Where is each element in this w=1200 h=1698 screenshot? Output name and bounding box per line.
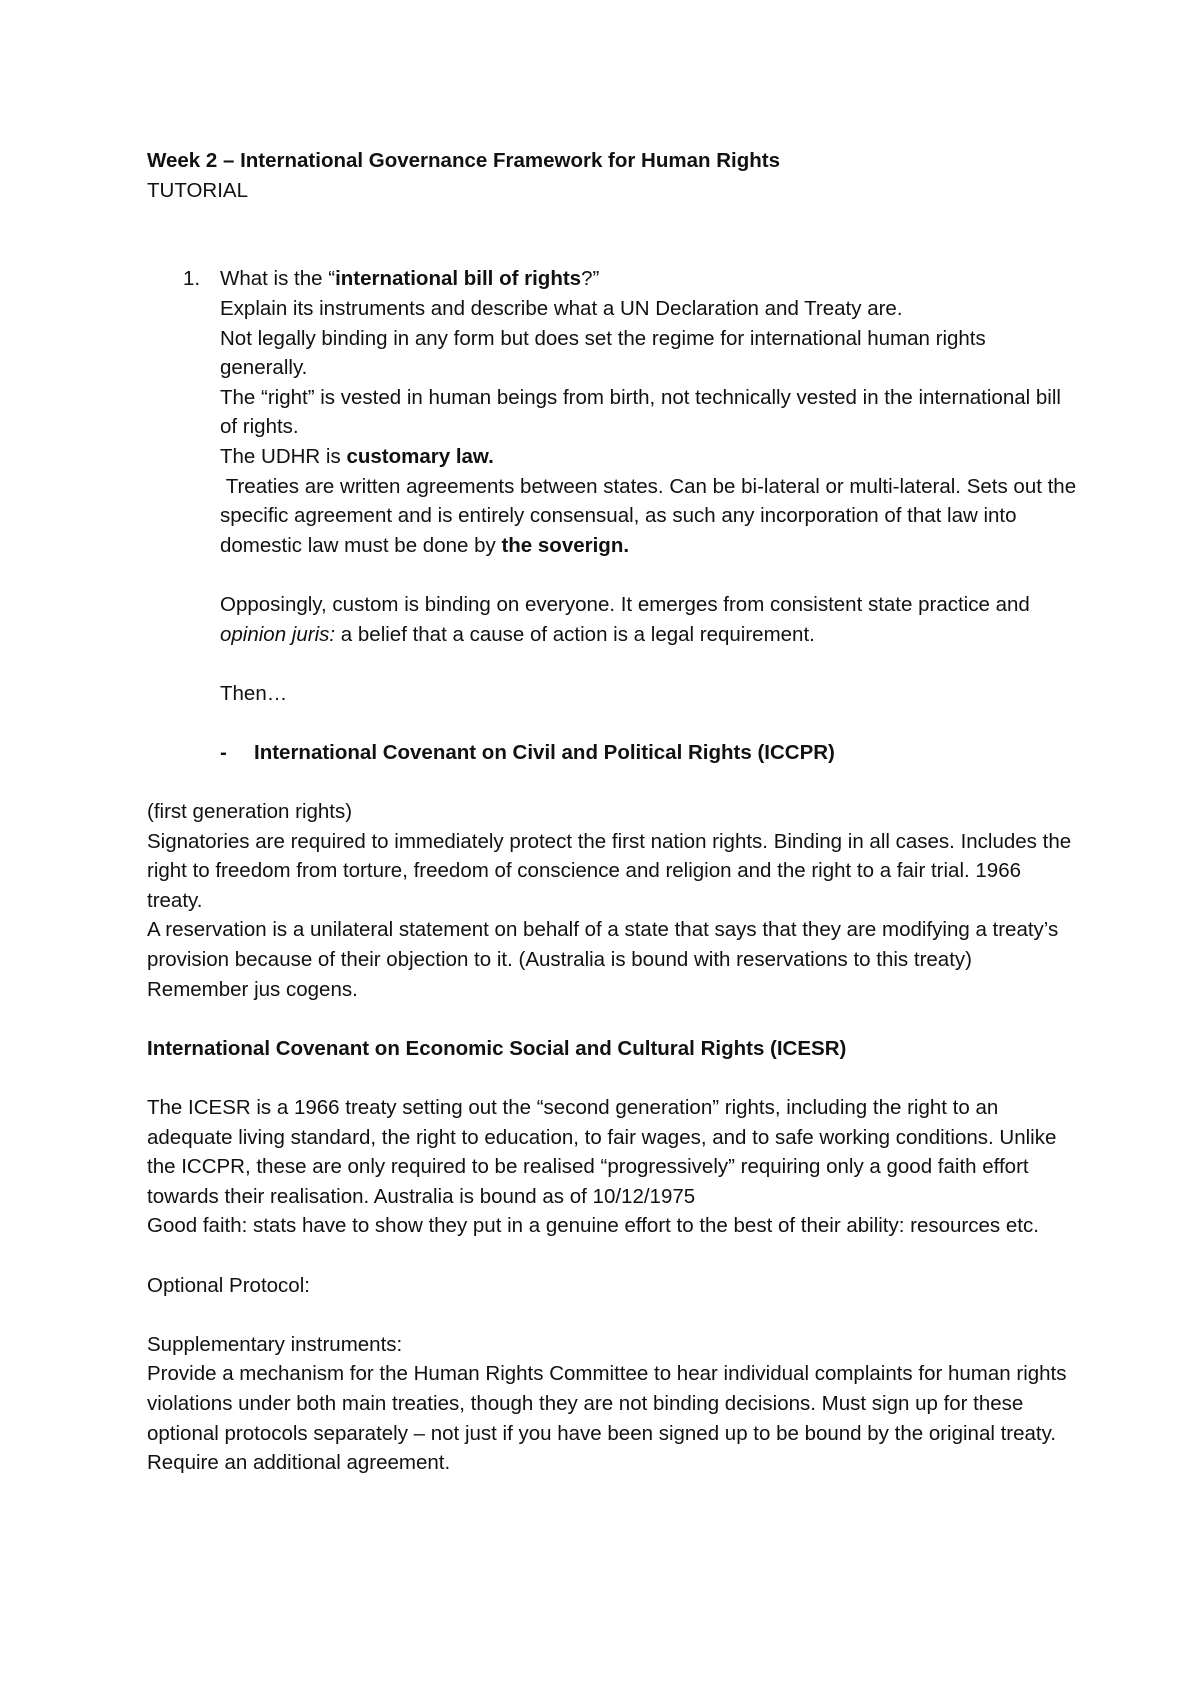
answer-line: Opposingly, custom is binding on everyone. It emerges from consistent state practice and opinion juris: a belief that a cause of action is a legal requirement. xyxy=(220,592,1030,646)
paragraph: A reservation is a unilateral statement on behalf of a state that says that they are modifying a treaty’s provision because of their objection to it. (Australia is bound with reservations to this treaty) xyxy=(147,918,1059,972)
answer-line: Then… xyxy=(220,681,288,705)
iccpr-heading-item xyxy=(147,738,1077,768)
paragraph: Provide a mechanism for the Human Rights Committee to hear individual complaints for human rights violations under both main treaties, though they are not binding decisions. Must sign up for these optional protocols separately – not just if you have been signed up to be bound by the original treaty. Require an additional agreement. xyxy=(147,1362,1067,1475)
subheading: Supplementary instruments: xyxy=(147,1332,403,1356)
answer-line: The UDHR is customary law. xyxy=(220,444,494,468)
question-1 xyxy=(147,264,1082,708)
document-body xyxy=(147,146,1082,1478)
answer-line: Treaties are written agreements between states. Can be bi-lateral or multi-lateral. Sets out the specific agreement and is entirely consensual, as such any incorporation of that law into domestic law must be done by the soverign. xyxy=(220,474,1082,557)
section-heading: International Covenant on Economic Social and Cultural Rights (ICESR) xyxy=(147,1036,847,1060)
document-title: Week 2 – International Governance Framework for Human Rights xyxy=(147,149,781,172)
section-heading: Optional Protocol: xyxy=(147,1273,310,1297)
paragraph: Good faith: stats have to show they put in a genuine effort to the best of their ability: resources etc. xyxy=(147,1214,1039,1238)
paragraph: (first generation rights) xyxy=(147,800,353,824)
document-subtitle: TUTORIAL xyxy=(147,178,248,202)
dash-bullet: - xyxy=(220,740,227,764)
answer-line: Explain its instruments and describe what a UN Declaration and Treaty are. xyxy=(220,296,903,320)
paragraph: Remember jus cogens. xyxy=(147,977,358,1001)
section-heading: International Covenant on Civil and Political Rights (ICCPR) xyxy=(254,740,835,764)
list-number: 1. xyxy=(183,267,201,291)
paragraph: The ICESR is a 1966 treaty setting out the “second generation” rights, including the right to an adequate living standard, the right to education, to fair wages, and to safe working conditions. Unlike the ICCPR, these are only required to be realised “progressively” requiring only a good faith effort towards their realisation. Australia is bound as of 10/12/1975 xyxy=(147,1096,1057,1208)
question-text: What is the “international bill of rights?” xyxy=(220,267,600,291)
answer-line: The “right” is vested in human beings from birth, not technically vested in the international bill of rights. xyxy=(220,385,1061,439)
answer-line: Not legally binding in any form but does set the regime for international human rights generally. xyxy=(220,326,986,380)
paragraph: Signatories are required to immediately protect the first nation rights. Binding in all cases. Includes the right to freedom from torture, freedom of conscience and religion and the right to a fair trial. 1966 treaty. xyxy=(147,829,1072,912)
